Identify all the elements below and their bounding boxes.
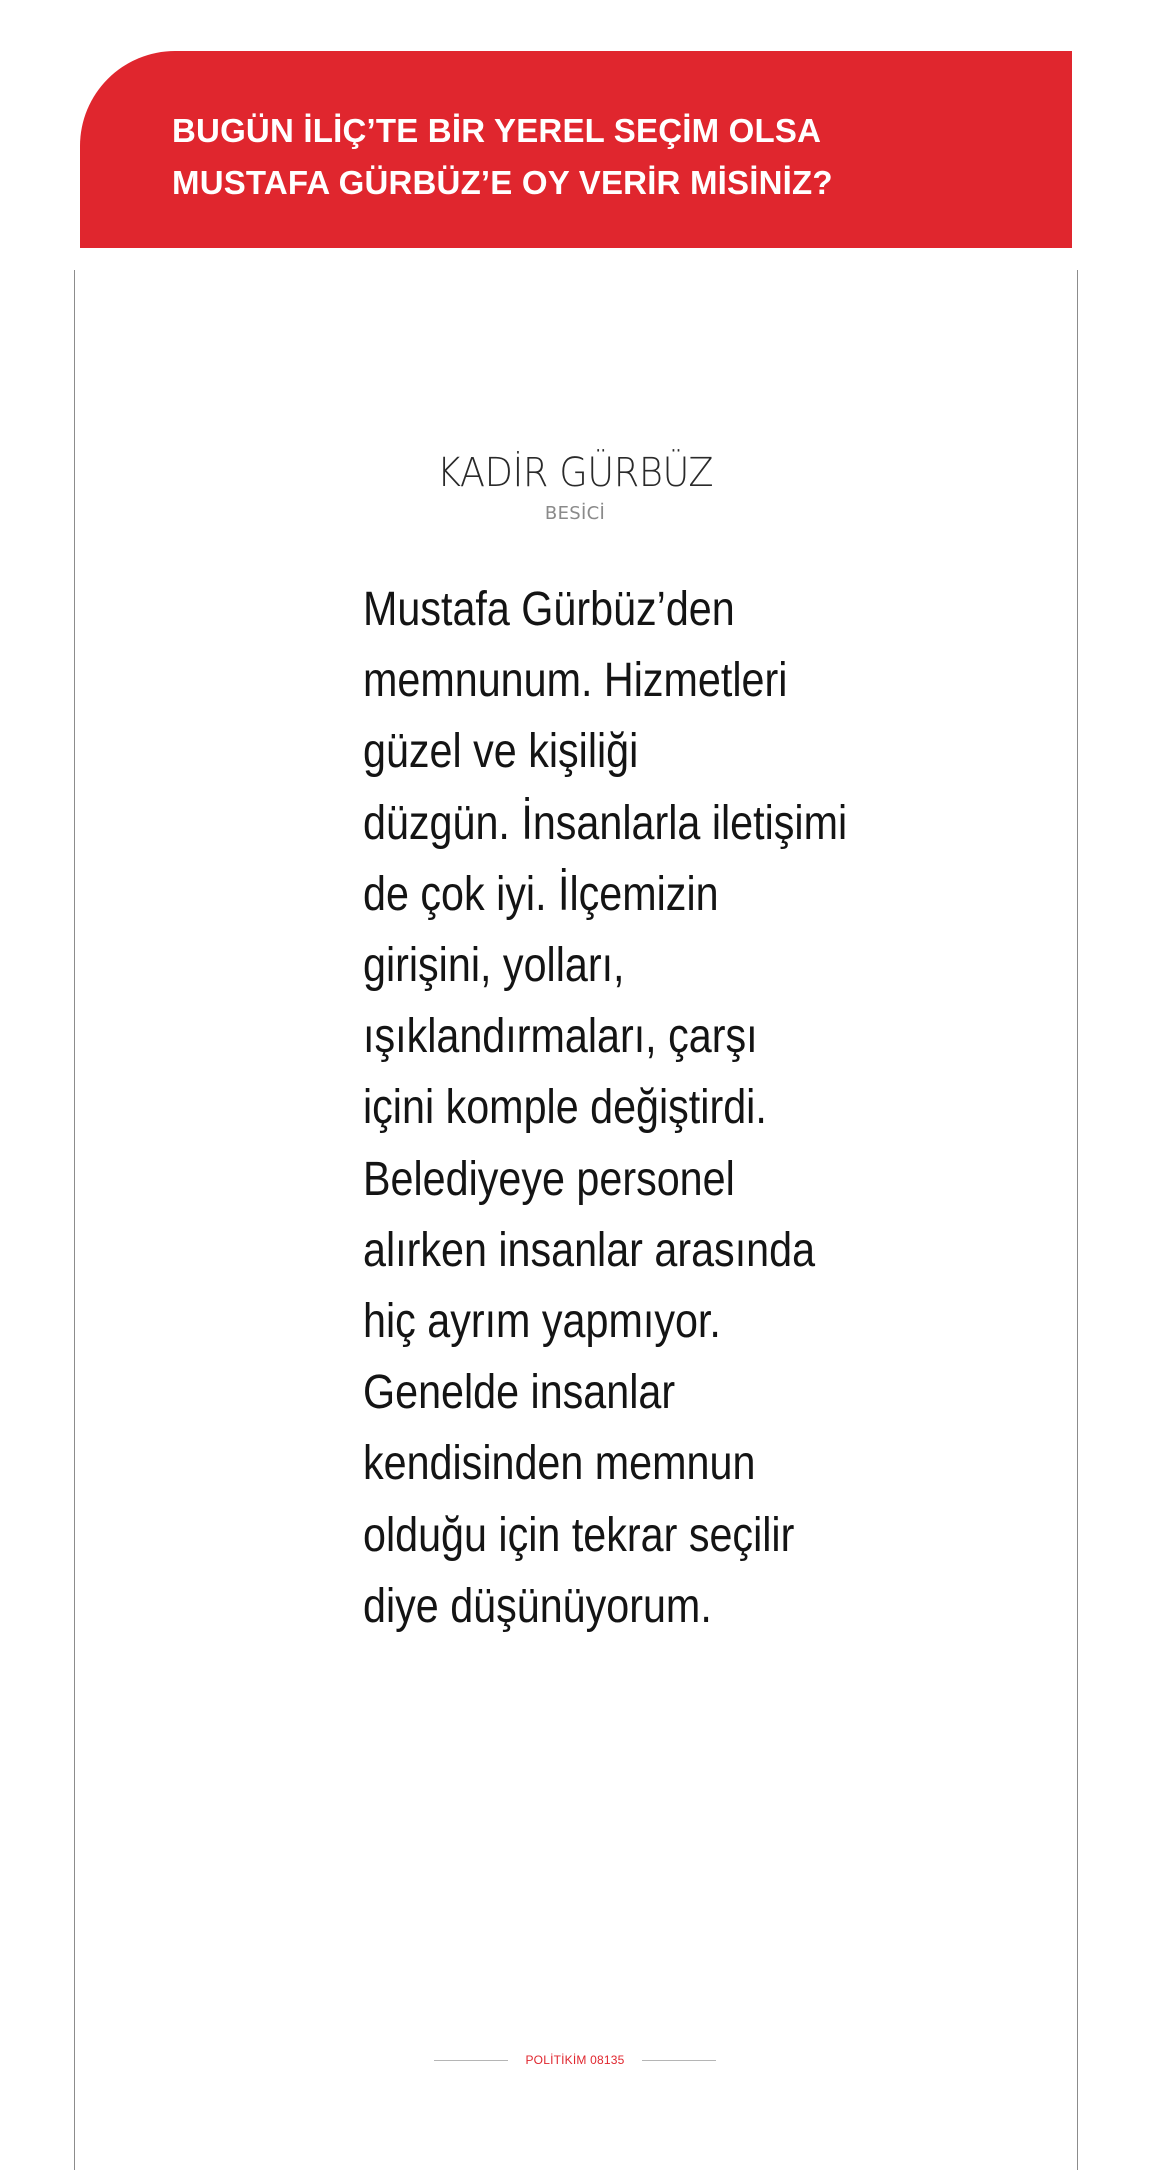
quote-line: güzel ve kişiliği	[363, 725, 639, 779]
footer-rule-right	[642, 2060, 716, 2061]
quote-body	[363, 574, 883, 1642]
author-block	[0, 448, 1150, 526]
quote-line: içini komple değiştirdi.	[363, 1081, 767, 1135]
quote-line: alırken insanlar arasında	[363, 1223, 816, 1277]
page-footer	[0, 2048, 1150, 2072]
quote-line: girişini, yolları,	[363, 939, 625, 993]
quote-line: hiç ayrım yapmıyor.	[363, 1295, 721, 1349]
author-name: KADİR GÜRBÜZ	[436, 450, 714, 496]
quote-line: Mustafa Gürbüz’den	[363, 583, 735, 636]
quote-line: olduğu için tekrar seçilir	[363, 1508, 795, 1562]
quote-line: diye düşünüyorum.	[363, 1579, 712, 1633]
quote-line: kendisinden memnun	[363, 1437, 756, 1491]
quote-line: memnunum. Hizmetleri	[363, 654, 788, 708]
author-role: BESİCİ	[544, 503, 606, 524]
headline-banner	[80, 51, 1072, 248]
headline-line-2: MUSTAFA GÜRBÜZ’E OY VERİR MİSİNİZ?	[172, 164, 833, 201]
quote-line: Genelde insanlar	[363, 1366, 676, 1420]
footer-rule-left	[434, 2060, 508, 2061]
quote-line: düzgün. İnsanlarla iletişimi	[363, 796, 848, 850]
quote-line: Belediyeye personel	[363, 1152, 735, 1206]
quote-line: ışıklandırmaları, çarşı	[363, 1010, 758, 1064]
footer-page-label: POLİTİKİM 08135	[525, 2053, 625, 2067]
quote-line: de çok iyi. İlçemizin	[363, 867, 719, 921]
headline-line-1: BUGÜN İLİÇ’TE BİR YEREL SEÇİM OLSA	[172, 112, 822, 149]
